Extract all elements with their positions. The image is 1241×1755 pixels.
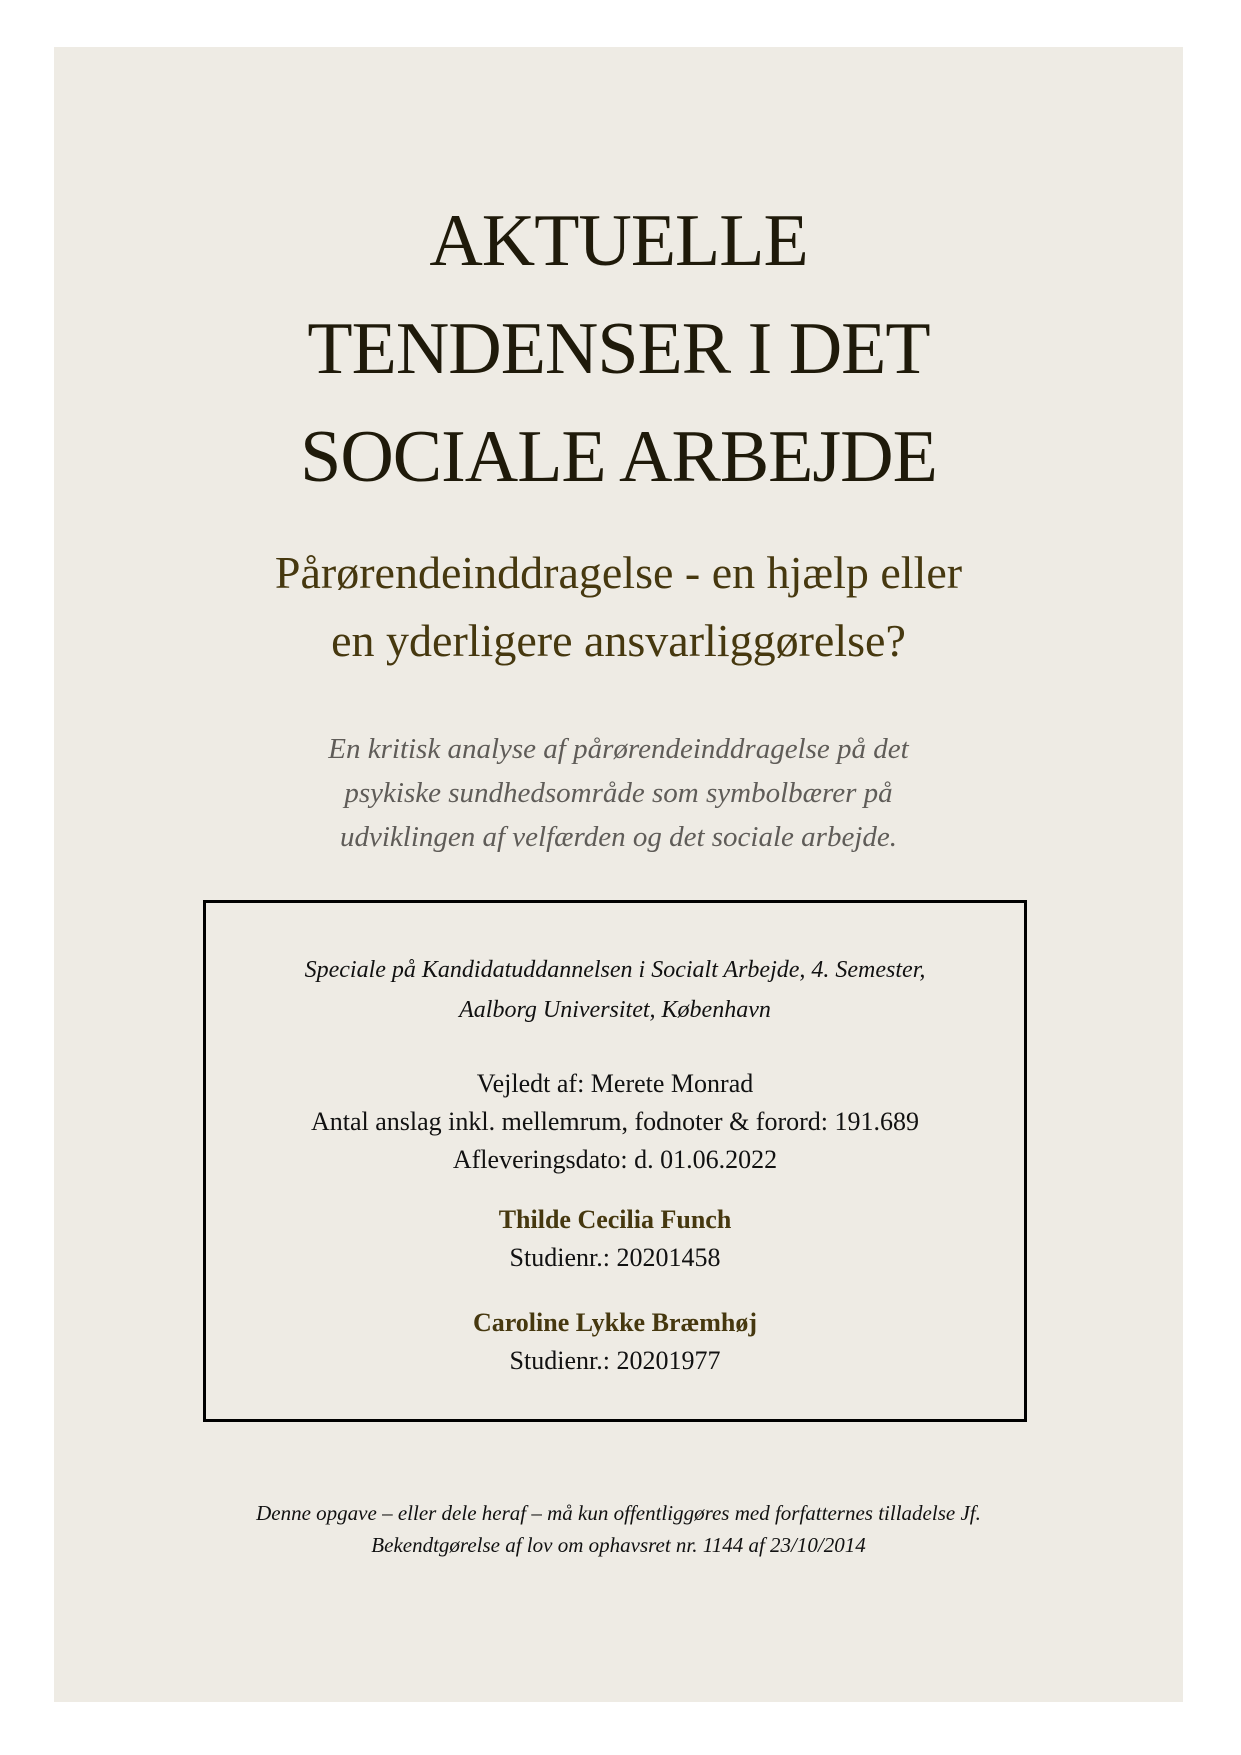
supervisor: Vejledt af: Merete Monrad: [476, 1069, 754, 1098]
main-title-line: AKTUELLE: [429, 200, 808, 282]
main-title: [54, 187, 1183, 511]
notice-line: Bekendtgørelse af lov om ophavsret nr. 1144 af 23/10/2014: [371, 1533, 866, 1557]
author-student-id: Studienr.: 20201977: [509, 1346, 721, 1375]
cover-page: [54, 47, 1183, 1702]
lead-line: udviklingen af velfærden og det sociale arbejde.: [339, 821, 898, 853]
author-name: Caroline Lykke Bræmhøj: [472, 1308, 758, 1337]
lead-description: [54, 727, 1183, 859]
lead-line: En kritisk analyse af pårørendeinddragelse på det: [328, 733, 909, 765]
program-description: [206, 950, 1024, 1030]
subtitle: [54, 539, 1183, 675]
main-title-line: TENDENSER I DET: [307, 308, 930, 390]
submission-date: Afleveringsdato: d. 01.06.2022: [452, 1145, 778, 1174]
subtitle-line: Pårørendeinddragelse - en hjælp eller: [274, 547, 963, 598]
thesis-meta: [206, 1065, 1024, 1179]
subtitle-line: en yderligere ansvarliggørelse?: [331, 615, 906, 666]
author-student-id: Studienr.: 20201458: [509, 1243, 721, 1272]
author-name: Thilde Cecilia Funch: [498, 1205, 732, 1234]
lead-line: psykiske sundhedsområde som symbolbærer på: [344, 777, 893, 809]
program-line: Aalborg Universitet, København: [459, 997, 771, 1023]
author-block: [206, 1201, 1024, 1277]
program-line: Speciale på Kandidatuddannelsen i Socialt Arbejde, 4. Semester,: [304, 957, 926, 983]
notice-line: Denne opgave – eller dele heraf – må kun offentliggøres med forfatternes tilladelse Jf.: [256, 1501, 981, 1525]
copyright-notice: [54, 1497, 1183, 1561]
main-title-line: SOCIALE ARBEJDE: [300, 416, 937, 498]
thesis-info-box: [203, 900, 1027, 1422]
character-count: Antal anslag inkl. mellemrum, fodnoter & forord: 191.689: [311, 1107, 919, 1136]
author-block: [206, 1304, 1024, 1380]
